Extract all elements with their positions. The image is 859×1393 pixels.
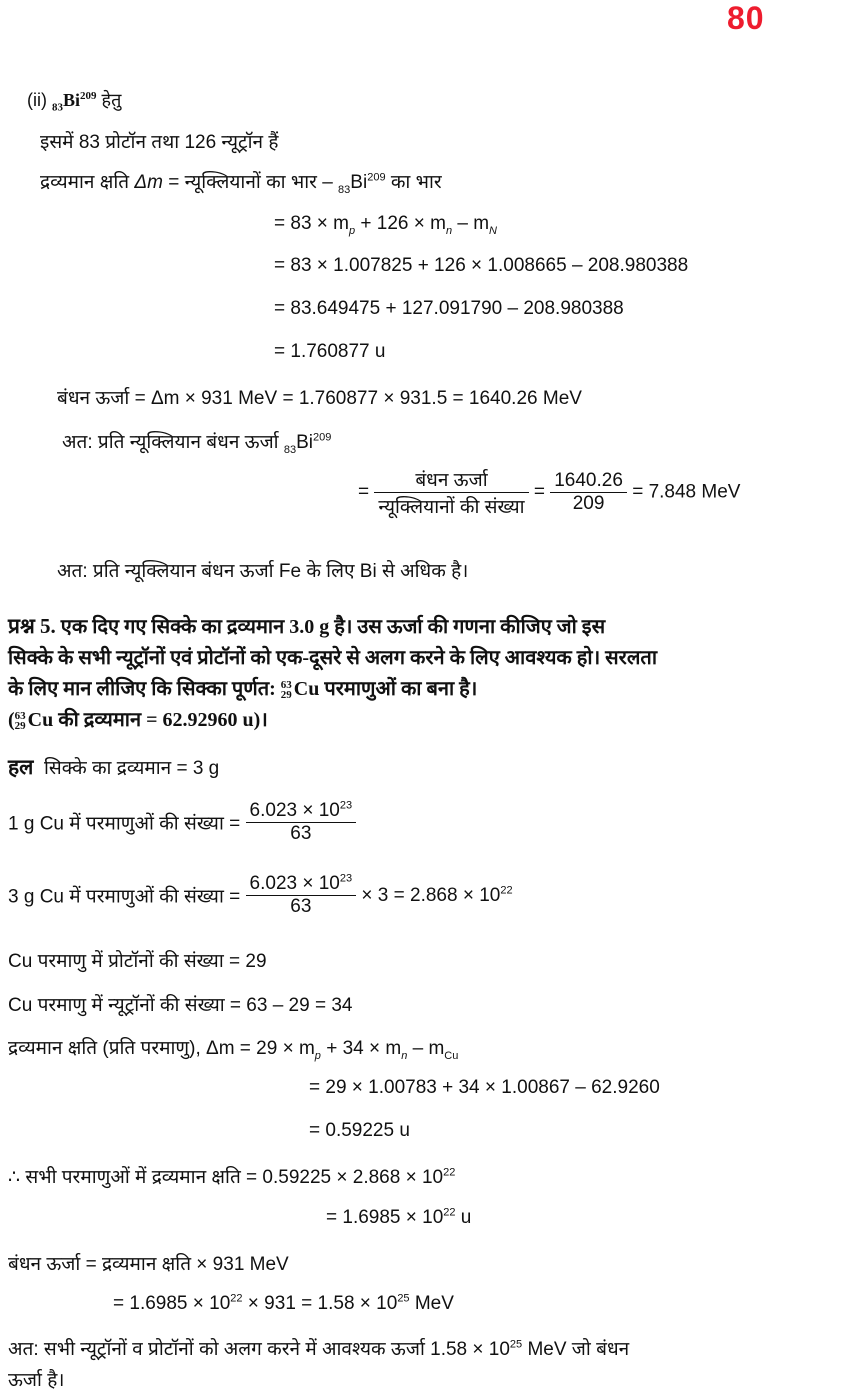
mass-number: 209 (80, 90, 97, 102)
solution-label: हल (8, 755, 34, 779)
equation-step-3: = 83.649475 + 127.091790 – 208.980388 (274, 298, 624, 319)
atoms-in-1g: 1 g Cu में परमाणुओं की संख्या = $\frac{6.023 \times 10^{23}}{63}$ (8, 800, 356, 845)
final-answer-line-1: अत: सभी न्यूट्रॉनों व प्रोटॉनों को अलग करने में आवश्यक ऊर्जा $1.58 \times 10^{25}$ MeV जो बंधन (8, 1338, 630, 1360)
solution-heading: हल सिक्के का द्रव्यमान = 3 g (8, 755, 220, 779)
element-symbol: Bi (63, 90, 81, 110)
question-label: प्रश्न 5. (8, 614, 56, 638)
page-number: 80 (727, 0, 765, 36)
total-mass-defect-result: = $1.6985 \times 10^{22}$ u (326, 1206, 472, 1228)
atomic-number: 83 (52, 101, 64, 114)
total-mass-defect: ∴ सभी परमाणुओं में द्रव्यमान क्षति = $0.59225 \times 2.868 \times 10^{22}$ (8, 1166, 456, 1188)
question-5-line-4: ( 63 29 Cu की द्रव्यमान = 62.92960 u)। (8, 709, 268, 733)
final-answer-line-2: ऊर्जा है। (8, 1370, 65, 1391)
equation-step-4: = 1.760877 u (274, 341, 386, 362)
fraction-words: $\frac{\text{बंधन ऊर्जा}}{\text{न्यूक्लियानों की संख्या}}$ (374, 466, 528, 519)
part-suffix: हेतु (101, 90, 122, 110)
question-5-line-2: सिक्के के सभी न्यूट्रॉनों एवं प्रोटॉनों को एक-दूसरे से अलग करने के लिए आवश्यक हो। सरलता (8, 647, 657, 669)
part-ii-heading (27, 88, 121, 112)
atoms-in-3g: 3 g Cu में परमाणुओं की संख्या = $\frac{6.023 \times 10^{23}}{63}$ × $3 = 2.868 \times 10^{22}$ (8, 872, 513, 917)
per-nucleon-heading: अत: प्रति न्यूक्लियान बंधन ऊर्जा $_{83}Bi^{209}$ (62, 431, 332, 456)
fraction-values: $\frac{1640.26}{209}$ (550, 470, 627, 515)
binding-energy-result: = $1.6985 \times 10^{22} \times 931 = 1.58 \times 10^{25}$ MeV (113, 1292, 454, 1314)
mass-defect-per-atom: द्रव्यमान क्षति (प्रति परमाणु), $\Delta m = 29 \times m_p + 34 \times m_n - m_{Cu}$ (8, 1038, 459, 1062)
equation-step-2: = 83 × 1.007825 + 126 × 1.008665 – 208.980388 (274, 255, 689, 276)
question-5-line-3: के लिए मान लीजिए कि सिक्का पूर्णत: 63 29 Cu परमाणुओं का बना है। (8, 678, 478, 702)
neutron-count: Cu परमाणु में न्यूट्रॉनों की संख्या = 63 – 29 = 34 (8, 995, 353, 1016)
part-label: (ii) (27, 90, 47, 110)
question-5-line-1: प्रश्न 5. एक दिए गए सिक्के का द्रव्यमान 3.0 g है। उस ऊर्जा की गणना कीजिए जो इस (8, 614, 606, 638)
equation-step-1: = $83 \times m_p + 126 \times m_n - m_N$ (274, 213, 497, 237)
comparison-conclusion: अत: प्रति न्यूक्लियान बंधन ऊर्जा Fe के लिए Bi से अधिक है। (57, 561, 469, 582)
nucleon-count: इसमें 83 प्रोटॉन तथा 126 न्यूट्रॉन हैं (40, 132, 279, 153)
binding-energy-bi: बंधन ऊर्जा = Δm × 931 MeV = 1.760877 × 931.5 = 1640.26 MeV (57, 388, 582, 409)
mass-defect-step-3: = 0.59225 u (309, 1120, 410, 1141)
mass-defect-step-2: = 29 × 1.00783 + 34 × 1.00867 – 62.9260 (309, 1077, 660, 1098)
proton-count: Cu परमाणु में प्रोटॉनों की संख्या = 29 (8, 951, 267, 972)
per-nucleon-fraction: = $\frac{\text{बंधन ऊर्जा}}{\text{न्यूक्लियानों की संख्या}}$ = $\frac{1640.26}{209}$ = 7.848 MeV (358, 466, 740, 519)
mass-defect-definition: द्रव्यमान क्षति Δm = न्यूक्लियानों का भार – $_{83}Bi^{209}$ का भार (40, 171, 442, 196)
binding-energy-formula: बंधन ऊर्जा = द्रव्यमान क्षति × 931 MeV (8, 1254, 289, 1275)
